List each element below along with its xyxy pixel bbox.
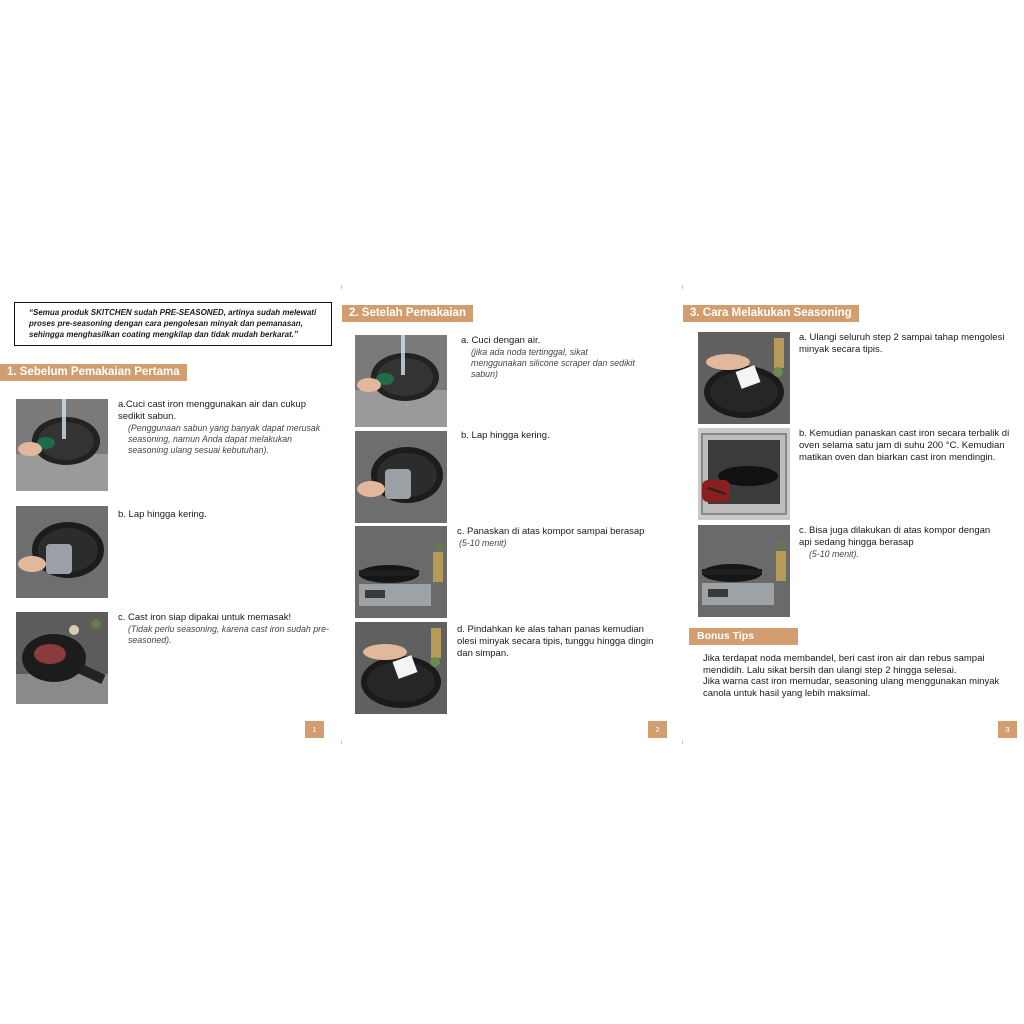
step-text: a.Cuci cast iron menggunakan air dan cukup sedikit sabun. [118, 399, 307, 422]
photo-washing-pan [16, 399, 108, 491]
step-text: c. Panaskan di atas kompor sampai berasap [457, 526, 645, 537]
step-text: c. Bisa juga dilakukan di atas kompor dengan api sedang hingga berasap [799, 525, 991, 548]
step-1c [118, 612, 333, 646]
step-note: (Tidak perlu seasoning, karena cast iron sudah pre-seasoned). [128, 624, 329, 645]
step-text: a. Cuci dengan air. [461, 335, 541, 346]
photo-oven-pan [698, 428, 790, 520]
step-note: (5-10 menit). [809, 549, 859, 559]
step-text: d. Pindahkan ke alas tahan panas kemudian olesi minyak secara tipis, tunggu hingga dingin dan simpan. [457, 624, 654, 659]
intro-note: “Semua produk SKITCHEN sudah PRE-SEASONED, artinya sudah melewati proses pre-seasoning dengan cara pengolesan minyak dan pemanasan, sehingga menghasilkan coating mengkilap dan tidak mudah berkarat.” [14, 302, 332, 346]
page-number-2: 2 [648, 721, 667, 738]
section-header-2: 2. Setelah Pemakaian [342, 305, 473, 322]
step-text: b. Lap hingga kering. [118, 509, 207, 520]
page-1 [0, 300, 341, 750]
step-note: (5-10 menit) [459, 538, 507, 548]
step-1b [118, 509, 328, 521]
step-3c [799, 525, 999, 560]
step-text: a. Ulangi seluruh step 2 sampai tahap mengolesi minyak secara tipis. [799, 332, 1005, 355]
step-note: (jika ada noda tertinggal, sikat menggunakan silicone scraper dan sedikit sabun) [471, 347, 635, 379]
step-text: b. Kemudian panaskan cast iron secara terbalik di oven selama satu jam di suhu 200 °C. Kemudian matikan oven dan biarkan cast iron mendingin. [799, 428, 1010, 463]
bonus-tip-1: Jika terdapat noda membandel, beri cast iron air dan rebus sampai mendidih. Lalu sikat bersih dan ulangi step 2 hingga selesai. [703, 653, 985, 676]
step-3b [799, 428, 1011, 464]
step-text: c. Cast iron siap dipakai untuk memasak! [118, 612, 292, 623]
bonus-tip-2: Jika warna cast iron memudar, seasoning ulang menggunakan minyak canola untuk hasil yang lebih maksimal. [703, 676, 1000, 699]
photo-steak-on-pan [16, 612, 108, 704]
step-2c [457, 526, 647, 550]
photo-oiling-pan [698, 332, 790, 424]
photo-washing-pan [355, 335, 447, 427]
bonus-tips-header: Bonus Tips [689, 628, 798, 645]
photo-oiling-pan [355, 622, 447, 714]
section-header-3: 3. Cara Melakukan Seasoning [683, 305, 859, 322]
page-number-3: 3 [998, 721, 1017, 738]
step-1a [118, 399, 328, 456]
photo-drying-pan [355, 431, 447, 523]
step-2b [461, 430, 651, 442]
page-2 [341, 300, 682, 750]
step-2d [457, 624, 657, 660]
step-2a [461, 335, 636, 380]
photo-stove-pan [698, 525, 790, 617]
step-text: b. Lap hingga kering. [461, 430, 550, 441]
photo-stove-pan [355, 526, 447, 618]
page-3 [682, 300, 1023, 750]
step-3a [799, 332, 1009, 356]
bonus-tips-body [703, 653, 1003, 699]
page-number-1: 1 [305, 721, 324, 738]
section-header-1: 1. Sebelum Pemakaian Pertama [0, 364, 187, 381]
photo-drying-pan [16, 506, 108, 598]
step-note: (Penggunaan sabun yang banyak dapat merusak seasoning, namun Anda dapat melakukan seasoning ulang sesuai kebutuhan). [128, 423, 321, 455]
